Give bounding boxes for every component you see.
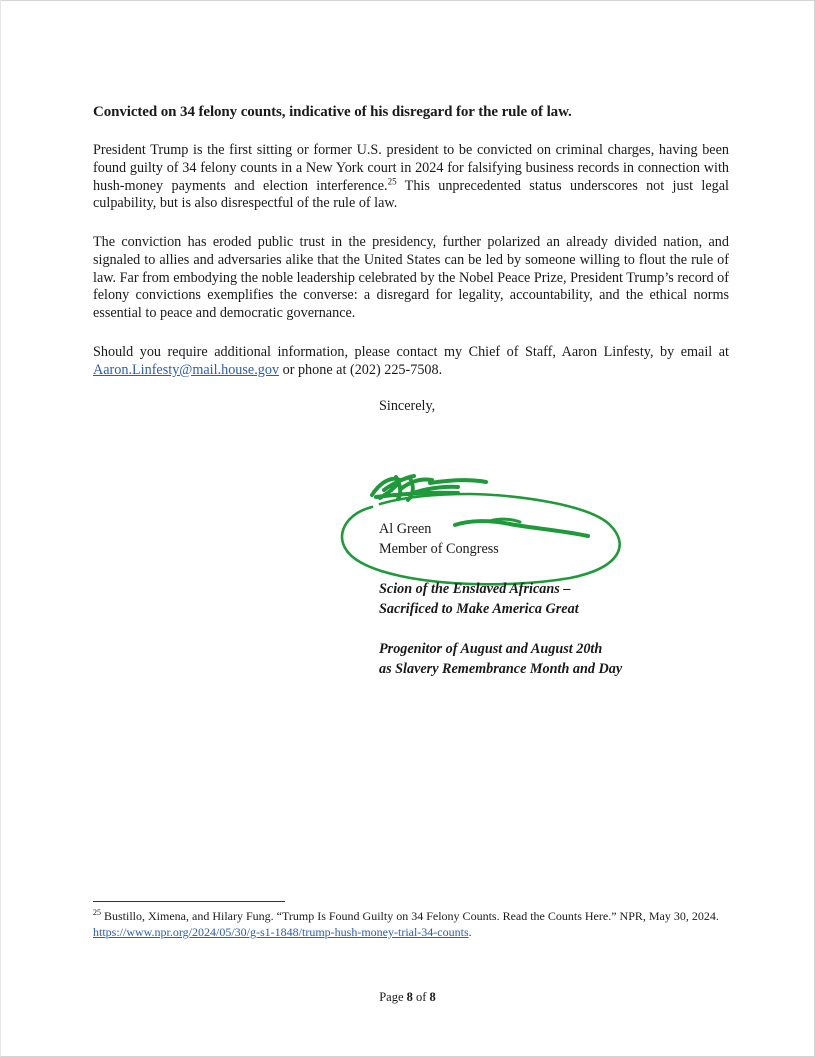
page-number-prefix: Page [379,990,407,1004]
footnote-end: . [468,925,472,939]
page-number [0,990,815,1005]
page-number-of: of [412,990,430,1004]
footnote-text: Bustillo, Ximena, and Hilary Fung. “Trump Is Found Guilty on 34 Felony Counts. Read the Counts Here.” NPR, May 30, 2024. [101,909,719,923]
motto-progenitor-line1: Progenitor of August and August 20th [379,641,603,657]
footnote [93,908,729,940]
motto-scion-line2: Sacrificed to Make America Great [379,600,579,617]
footnote-number: 25 [93,908,101,917]
signatory-title: Member of Congress [379,541,499,557]
closing: Sincerely, [379,398,436,414]
footnote-divider [93,901,285,902]
email-link[interactable]: Aaron.Linfesty@mail.house.gov [93,361,280,378]
paragraph-trust: The conviction has eroded public trust in the presidency, further polarized an already divided nation, and signaled to allies and adversaries alike that the United States can be led by someone willing to flout the rule of law. Far from embodying the noble leadership celebrated by the Nobel Peace Prize, President Trump’s record of felony convictions exemplifies the converse: a disregard for legality, accountability, and the ethical norms essential to peace and democratic governance. [93,234,729,322]
motto-progenitor [379,640,622,679]
signature-oval [342,494,620,584]
page-number-current: 8 [406,990,413,1004]
motto-scion [379,580,579,619]
signature-flourish [455,521,588,536]
contact-text-b: or phone at (202) 225-7508. [279,361,443,378]
signatory-name: Al Green [379,521,432,537]
motto-scion-line1: Scion of the Enslaved Africans – [379,581,571,597]
paragraph-conviction-text-b: This unprecedented status underscores not just legal culpability, but is also disrespectful of the rule of law. [93,177,729,212]
footnote-url-link[interactable]: https://www.npr.org/2024/05/30/g-s1-1848/trump-hush-money-trial-34-counts [93,925,469,939]
section-heading: Convicted on 34 felony counts, indicative of his disregard for the rule of law. [93,104,572,120]
page-number-total: 8 [429,990,436,1004]
paragraph-conviction-text-a: President Trump is the first sitting or former U.S. president to be convicted on criminal charges, having been found guilty of 34 felony counts in a New York court in 2024 for falsifying business records in connection with hush-money payments and election interference. [93,142,729,194]
footnote-reference[interactable]: 25 [387,175,397,186]
contact-text-a: Should you require additional information, please contact my Chief of Staff, Aaron Linfesty, by email at [93,344,729,360]
motto-progenitor-line2: as Slavery Remembrance Month and Day [379,660,623,677]
